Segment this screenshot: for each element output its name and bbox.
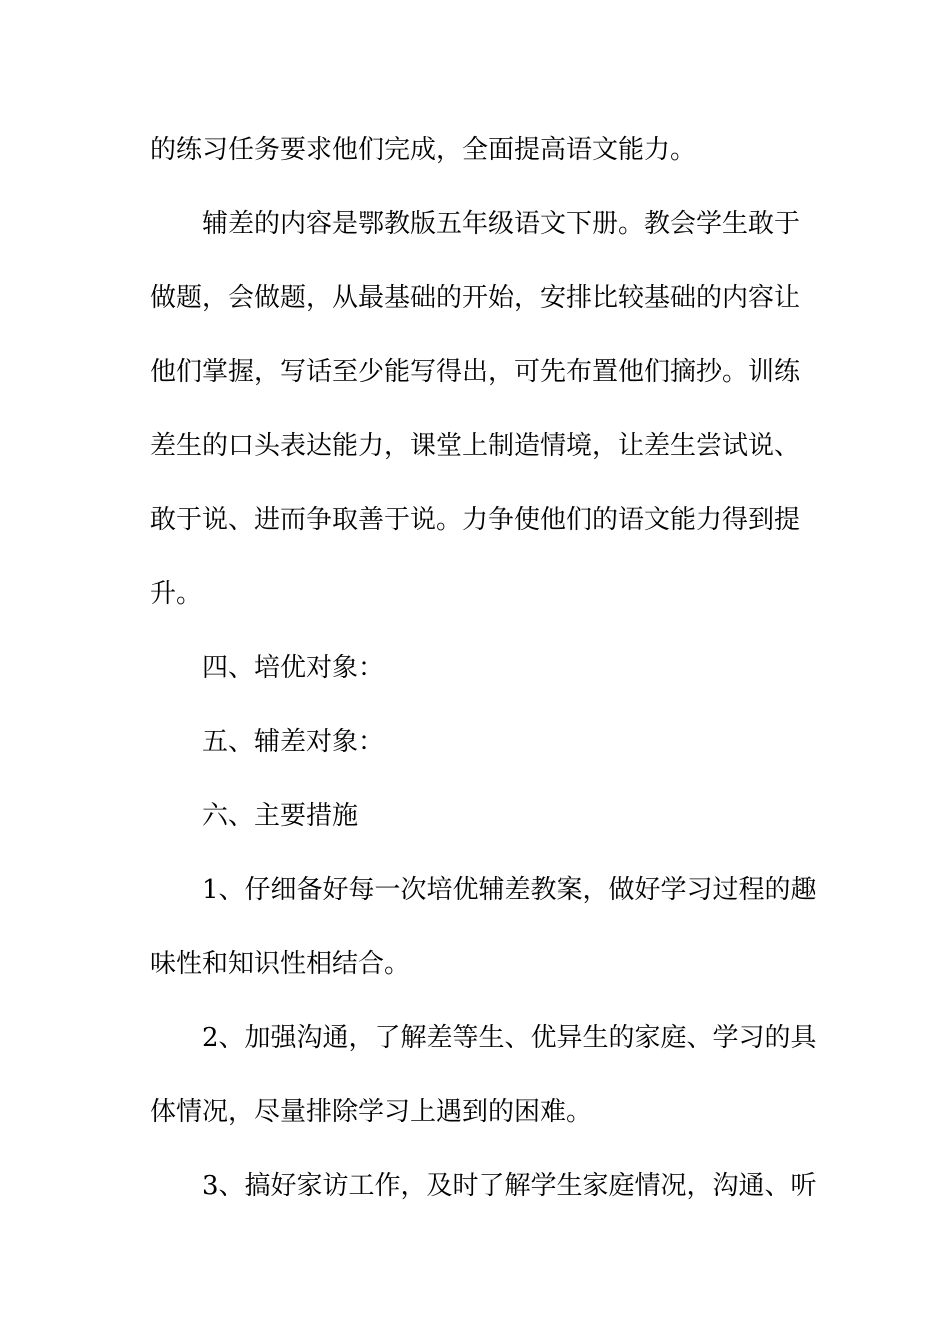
text-line: 差生的口头表达能力，课堂上制造情境，让差生尝试说、 xyxy=(150,431,801,461)
text-line: 做题，会做题，从最基础的开始，安排比较基础的内容让 xyxy=(150,283,801,313)
list-item-3: 3、搞好家访工作，及时了解学生家庭情况，沟通、听 xyxy=(202,1171,817,1201)
text-line: 的练习任务要求他们完成，全面提高语文能力。 xyxy=(150,135,697,165)
section-heading-5: 五、辅差对象： xyxy=(202,727,385,757)
paragraph-start-line: 辅差的内容是鄂教版五年级语文下册。教会学生敢于 xyxy=(202,209,801,239)
list-item-2: 2、加强沟通，了解差等生、优异生的家庭、学习的具 xyxy=(202,1023,817,1053)
text-line: 升。 xyxy=(150,579,203,609)
text-line: 他们掌握，写话至少能写得出，可先布置他们摘抄。训练 xyxy=(150,357,801,387)
text-line: 敢于说、进而争取善于说。力争使他们的语文能力得到提 xyxy=(150,505,801,535)
text-line: 体情况，尽量排除学习上遇到的困难。 xyxy=(150,1097,593,1127)
text-line: 味性和知识性相结合。 xyxy=(150,949,411,979)
document-body xyxy=(150,128,817,1238)
section-heading-4: 四、培优对象： xyxy=(202,653,385,683)
list-item-1: 1、仔细备好每一次培优辅差教案，做好学习过程的趣 xyxy=(202,875,817,905)
section-heading-6: 六、主要措施 xyxy=(202,801,359,831)
